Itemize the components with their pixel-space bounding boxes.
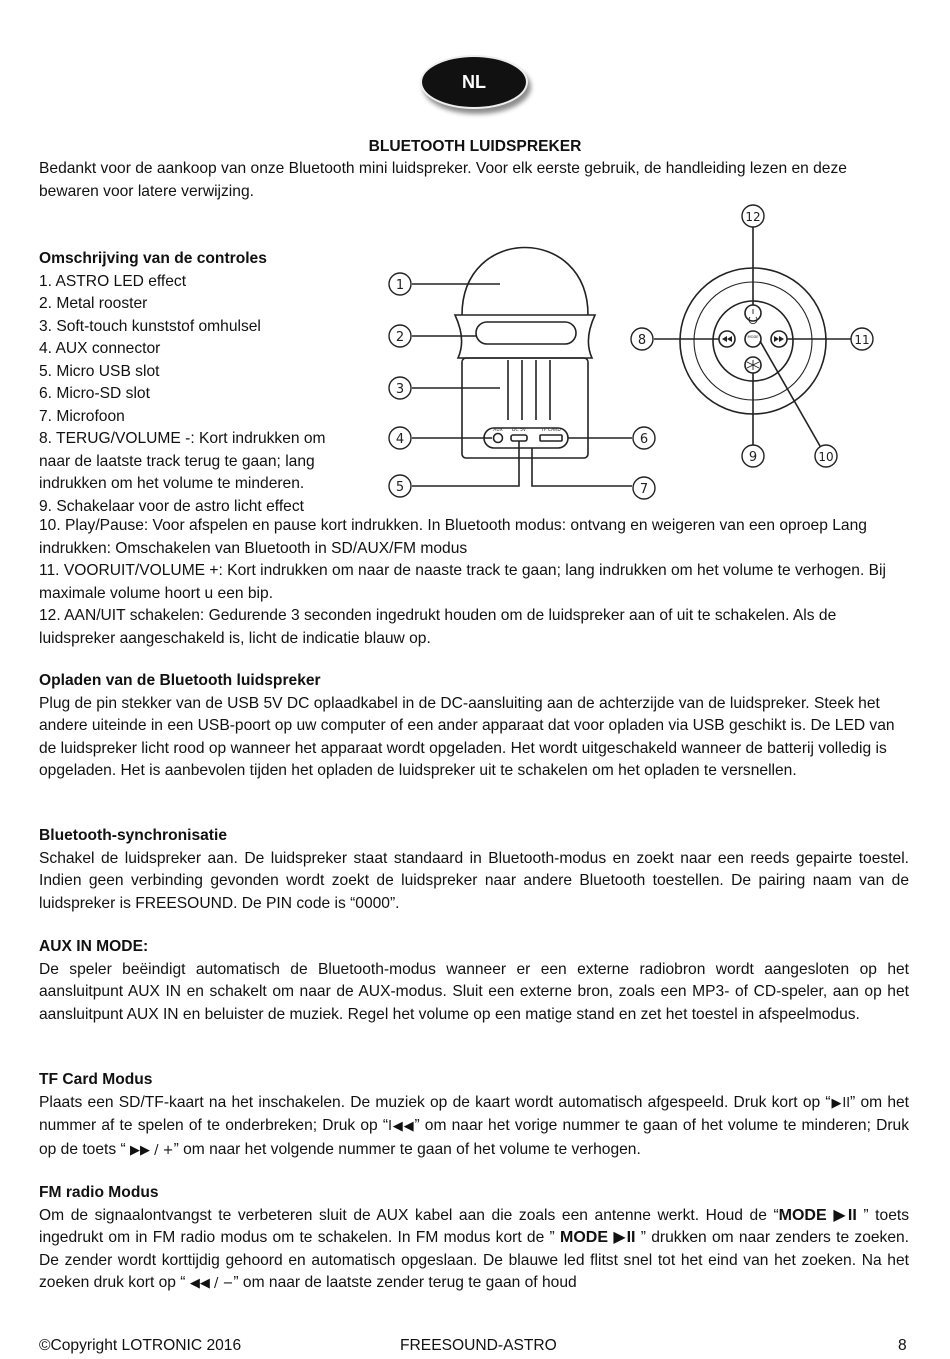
footer-copyright: ©Copyright LOTRONIC 2016 <box>39 1337 242 1354</box>
fast-forward-icon <box>774 336 784 342</box>
play-pause-icon: ▶II <box>830 1095 851 1111</box>
rewind-icon <box>722 336 732 342</box>
tf-heading: TF Card Modus <box>39 1071 153 1088</box>
aux-heading: AUX IN MODE: <box>39 938 149 955</box>
controls-heading: Omschrijving van de controles <box>39 250 267 267</box>
callout-6: 6 <box>639 432 649 447</box>
callout-8: 8 <box>637 333 647 348</box>
callout-12: 12 <box>745 210 761 224</box>
light-icon <box>747 360 759 370</box>
control-item: indrukken om het volume te minderen. <box>39 475 305 492</box>
callout-2: 2 <box>395 330 405 345</box>
footer-page-number: 8 <box>898 1337 907 1354</box>
control-item: 8. TERUG/VOLUME -: Kort indrukken om <box>39 430 326 447</box>
grille-window <box>476 322 576 344</box>
document-title: BLUETOOTH LUIDSPREKER <box>368 138 582 155</box>
callout-9: 9 <box>748 450 758 465</box>
bluetooth-heading: Bluetooth-synchronisatie <box>39 827 228 844</box>
micro-usb-port <box>511 435 527 441</box>
bluetooth-text: Schakel de luidspreker aan. De luidspreker staat standaard in Bluetooth-modus en zoekt naar een reeds gepairte toestel. Indien geen verbinding gevonden wordt zoekt de luidspreker naar andere Bluetooth toestellen. De pairing naam van de luidspreker is FREESOUND. De PIN code is “0000”. <box>39 849 909 912</box>
control-item: 4. AUX connector <box>39 340 161 357</box>
callout-3: 3 <box>395 382 405 397</box>
charging-text: Plug de pin stekker van de USB 5V DC oplaadkabel in de DC-aansluiting aan de achterzijde van de luidspreker. Steek het andere uiteinde in een USB-poort op uw computer of een ander apparaat dat voor opladen via USB geschikt is. De LED van de luidspreker licht rood op wanneer het apparaat wordt opgeladen. Het wordt uitgeschakeld wanneer de batterij volledig is opgeladen. Het is aanbevolen tijden het opladen de luidspreker uit te schakelen om het opladen te versnellen. <box>39 694 895 779</box>
callout-7: 7 <box>639 482 649 497</box>
controls-section <box>39 248 339 518</box>
aux-text: De speler beëindigt automatisch de Bluetooth-modus wanneer er een externe radiobron wordt aangesloten op het aansluitpunt AUX IN en schakelt om naar de AUX-modus. Sluit een externe bron, zoals een MP3- of CD-speler, aan op het aansluitpunt AUX IN en beluister de muziek. Regel het volume op een matige stand en zet het toestel in afspeelmodus. <box>39 960 909 1023</box>
control-item-11: 11. VOORUIT/VOLUME +: Kort indrukken om naar de naaste track te gaan; lang indrukken om het volume te verhogen. Bij maximale volume hoort u een bip. <box>39 562 886 602</box>
control-item: 1. ASTRO LED effect <box>39 272 187 290</box>
control-item-12: 12. AAN/UIT schakelen: Gedurende 3 seconden ingedrukt houden om de luidspreker aan of uit te schakelen. Als de luidspreker aangeschakeld is, licht de indicatie blauw op. <box>39 607 837 647</box>
control-item: 2. Metal rooster <box>39 295 148 312</box>
control-item-10: 10. Play/Pause: Voor afspelen en pause kort indrukken. In Bluetooth modus: ontvang en weigeren van een oproep Lang indrukken: Omschakelen van Bluetooth in SD/AUX/FM modus <box>39 517 867 557</box>
port-label-aux: AUX <box>493 428 503 433</box>
control-item: 6. Micro-SD slot <box>39 385 150 402</box>
port-label-tf: TF CARD <box>541 428 561 433</box>
control-item: 7. Microfoon <box>39 407 125 425</box>
intro-paragraph: Bedankt voor de aankoop van onze Bluetooth mini luidspreker. Voor elk eerste gebruik, de handleiding lezen en deze bewaren voor latere verwijzing. <box>39 160 847 200</box>
astro-dome <box>462 248 588 316</box>
callout-11: 11 <box>854 333 870 347</box>
mode-play-label: MODE ▶II <box>778 1206 857 1224</box>
body-ribs <box>508 360 550 420</box>
micro-sd-port <box>540 435 562 441</box>
previous-volume-down-icon: ◀◀ / − <box>189 1276 234 1291</box>
port-label-dc: DC 5V <box>512 428 526 433</box>
button-label-mode: MODE <box>747 335 759 339</box>
callout-1: 1 <box>395 278 405 293</box>
fm-heading: FM radio Modus <box>39 1184 159 1201</box>
aux-section <box>39 936 909 1026</box>
bluetooth-section <box>39 825 909 915</box>
fm-text: Om de signaalontvangst te verbeteren sluit de AUX kabel aan die zoals een antenne werkt. Houd de “MODE ▶II ” toets ingedrukt om in FM radio modus om te schakelen. In FM modus kort de ” MODE ▶II ” drukken om naar zenders te zoeken. De zender wordt korttijdig gehoord en automatisch opgeslaan. De blauwe led flitst snel tot het eind van het zoeken. Na het zoeken druk kort op “ ◀◀ / −” om naar de laatste zender terug te gaan of houd <box>39 1206 910 1291</box>
footer-model: FREESOUND-ASTRO <box>400 1337 557 1354</box>
soft-touch-body <box>462 358 588 458</box>
previous-icon: I◀◀ <box>388 1119 415 1134</box>
controls-continued <box>39 515 909 650</box>
aux-port <box>494 434 503 443</box>
speaker-diagram <box>380 200 900 505</box>
tf-section <box>39 1069 909 1162</box>
fm-section <box>39 1182 909 1296</box>
control-item: naar de laatste track terug te gaan; lang <box>39 452 315 470</box>
callout-5: 5 <box>395 480 405 495</box>
control-item: 3. Soft-touch kunststof omhulsel <box>39 317 261 335</box>
charging-heading: Opladen van de Bluetooth luidspreker <box>39 672 321 689</box>
mode-play-button <box>745 331 761 347</box>
tf-text: Plaats een SD/TF-kaart na het inschakelen. De muziek op de kaart wordt automatisch afgespeeld. Druk kort op “▶II” om het nummer af te spelen of te onderbreken; Druk op “I◀◀” om naar het vorige nummer te gaan of het volume te minderen; Druk op de toets “ ▶▶ / +” om naar het volgende nummer te gaan of het volume te verhogen. <box>39 1093 909 1158</box>
control-item: 5. Micro USB slot <box>39 362 160 380</box>
callout-10: 10 <box>818 450 834 464</box>
next-volume-up-icon: ▶▶ / + <box>130 1142 174 1158</box>
mode-play-label: MODE ▶II <box>560 1229 636 1246</box>
control-item: 9. Schakelaar voor de astro licht effect <box>39 497 304 515</box>
language-badge: NL <box>420 55 528 109</box>
callout-4: 4 <box>395 432 405 447</box>
charging-section <box>39 670 909 783</box>
